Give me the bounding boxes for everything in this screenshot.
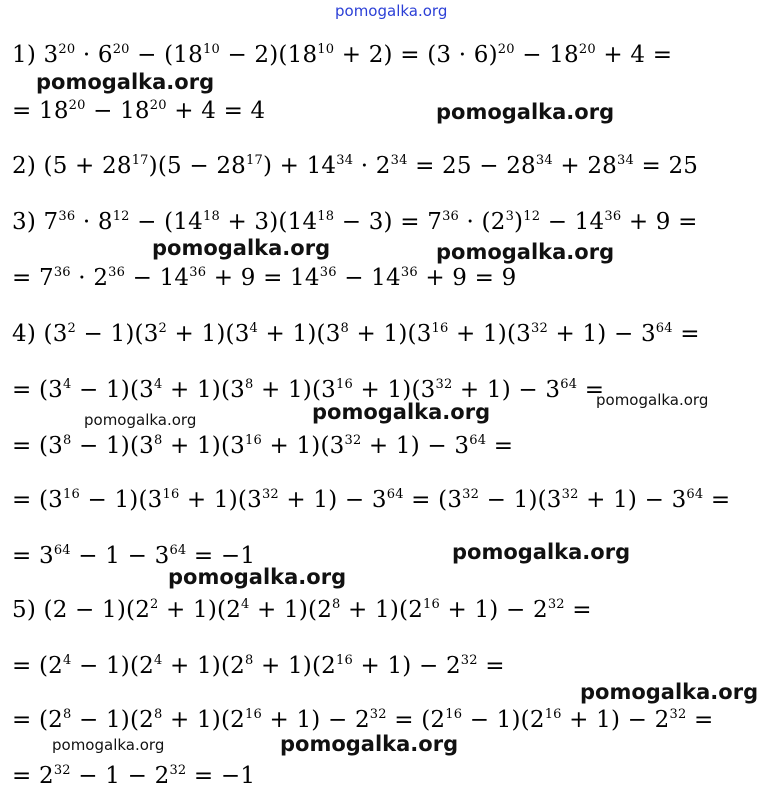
exponent: 36: [400, 265, 418, 280]
watermark: pomogalka.org: [36, 70, 215, 94]
exponent: 20: [497, 42, 515, 57]
exponent: 64: [169, 543, 187, 558]
expression-text: − 1)(3: [71, 377, 154, 403]
watermark: pomogalka.org: [84, 411, 197, 429]
expression-text: + 1)(2: [162, 707, 245, 733]
exponent: 4: [241, 597, 250, 612]
expression-text: · 8: [75, 209, 113, 235]
expression-text: + 1) − 2: [439, 597, 548, 623]
exponent: 20: [149, 98, 167, 113]
exponent: 34: [336, 153, 354, 168]
expression-text: 2) (5 + 28: [12, 153, 132, 179]
exponent: 32: [435, 377, 453, 392]
exponent: 34: [535, 153, 553, 168]
expression-text: + 1)(3: [258, 321, 341, 347]
expression-text: + 1) − 3: [361, 433, 470, 459]
exponent: 2: [67, 321, 77, 336]
expression-text: + 1)(2: [162, 653, 245, 679]
exponent: 18: [317, 209, 335, 224]
equation-line: [12, 152, 698, 180]
equation-line: [12, 264, 516, 292]
expression-text: + 3)(14: [219, 209, 318, 235]
expression-text: − 1)(2: [71, 707, 154, 733]
expression-text: + 1) − 2: [261, 707, 370, 733]
exponent: 8: [245, 653, 254, 668]
exponent: 32: [547, 597, 565, 612]
expression-text: =: [486, 433, 514, 459]
expression-text: − (14: [129, 209, 203, 235]
expression-text: = (2: [386, 707, 446, 733]
expression-text: − 1)(3: [479, 487, 562, 513]
expression-text: 3) 7: [12, 209, 59, 235]
exponent: 12: [523, 209, 541, 224]
expression-text: = (2: [12, 707, 63, 733]
exponent: 10: [317, 42, 335, 57]
expression-text: · 6: [75, 42, 113, 68]
expression-text: − 18: [85, 98, 150, 124]
exponent: 36: [53, 265, 71, 280]
expression-text: =: [686, 707, 714, 733]
exponent: 36: [189, 265, 207, 280]
expression-text: + 1) − 3: [278, 487, 387, 513]
exponent: 64: [469, 433, 487, 448]
equation-line: [12, 652, 505, 680]
expression-text: − 1)(2: [71, 653, 154, 679]
equation-line: [12, 432, 513, 460]
exponent: 10: [202, 42, 220, 57]
equation-line: [12, 376, 604, 404]
equation-line: [12, 762, 255, 790]
expression-text: + 1)(3: [162, 377, 245, 403]
expression-text: = 25 − 28: [407, 153, 536, 179]
expression-text: − 14: [336, 265, 401, 291]
exponent: 64: [686, 487, 704, 502]
expression-text: − 1 − 3: [70, 543, 170, 569]
exponent: 8: [154, 433, 163, 448]
exponent: 4: [63, 653, 72, 668]
expression-text: =: [703, 487, 731, 513]
expression-text: + 1)(3: [179, 487, 262, 513]
exponent: 32: [344, 433, 362, 448]
watermark: pomogalka.org: [280, 732, 459, 756]
expression-text: + 2) = (3 · 6): [334, 42, 498, 68]
exponent: 2: [150, 597, 159, 612]
exponent: 16: [245, 433, 262, 448]
exponent: 8: [63, 707, 72, 722]
expression-text: = −1: [186, 763, 256, 789]
exponent: 32: [561, 487, 579, 502]
exponent: 32: [261, 487, 279, 502]
expression-text: + 1)(2: [253, 653, 336, 679]
expression-text: + 4 = 4: [166, 98, 266, 124]
expression-text: + 1)(3: [253, 377, 336, 403]
exponent: 36: [442, 209, 460, 224]
exponent: 34: [617, 153, 634, 168]
exponent: 17: [245, 153, 263, 168]
equation-line: [12, 596, 592, 624]
equation-line: [12, 706, 713, 734]
expression-text: )(5 − 28: [148, 153, 246, 179]
exponent: 4: [249, 321, 259, 336]
exponent: 20: [58, 42, 76, 57]
expression-text: + 1) − 3: [547, 321, 656, 347]
expression-text: + 1) − 3: [452, 377, 561, 403]
expression-text: · (2: [459, 209, 506, 235]
equation-line: [12, 320, 700, 348]
exponent: 36: [319, 265, 337, 280]
expression-text: =: [577, 377, 605, 403]
exponent: 16: [423, 597, 440, 612]
expression-text: = 18: [12, 98, 69, 124]
exponent: 16: [445, 707, 463, 722]
equation-line: [12, 486, 730, 514]
exponent: 17: [131, 153, 149, 168]
exponent: 20: [578, 42, 596, 57]
exponent: 32: [53, 763, 71, 778]
expression-text: 1) 3: [12, 42, 59, 68]
exponent: 3: [505, 209, 515, 224]
exponent: 32: [669, 707, 687, 722]
exponent: 8: [340, 321, 350, 336]
watermark: pomogalka.org: [312, 400, 491, 424]
expression-text: = 25: [633, 153, 699, 179]
exponent: 32: [462, 487, 480, 502]
expression-text: = −1: [186, 543, 256, 569]
expression-text: + 4 =: [595, 42, 673, 68]
exponent: 36: [108, 265, 126, 280]
exponent: 8: [332, 597, 341, 612]
exponent: 2: [158, 321, 168, 336]
expression-text: + 1) − 2: [561, 707, 670, 733]
exponent: 4: [154, 653, 163, 668]
expression-text: + 9 =: [621, 209, 698, 235]
expression-text: = (3: [403, 487, 463, 513]
expression-text: + 1)(3: [448, 321, 531, 347]
expression-text: =: [477, 653, 505, 679]
expression-text: − 1)(3: [76, 321, 159, 347]
expression-text: + 28: [552, 153, 618, 179]
exponent: 64: [560, 377, 578, 392]
exponent: 4: [154, 377, 163, 392]
watermark: pomogalka.org: [52, 736, 165, 754]
watermark: pomogalka.org: [152, 236, 331, 260]
watermark: pomogalka.org: [168, 565, 347, 589]
exponent: 16: [245, 707, 262, 722]
watermark: pomogalka.org: [452, 540, 631, 564]
exponent: 64: [655, 321, 673, 336]
exponent: 20: [112, 42, 130, 57]
exponent: 8: [63, 433, 72, 448]
exponent: 32: [369, 707, 387, 722]
expression-text: − 14: [540, 209, 605, 235]
watermark: pomogalka.org: [436, 240, 615, 264]
exponent: 8: [245, 377, 254, 392]
expression-text: − (18: [129, 42, 203, 68]
exponent: 16: [544, 707, 562, 722]
exponent: 34: [390, 153, 408, 168]
expression-text: ) + 14: [262, 153, 337, 179]
expression-text: = 3: [12, 543, 54, 569]
expression-text: 4) (3: [12, 321, 68, 347]
watermark: pomogalka.org: [436, 100, 615, 124]
expression-text: + 1)(2: [158, 597, 242, 623]
expression-text: + 1)(3: [261, 433, 345, 459]
watermark: pomogalka.org: [580, 680, 759, 704]
expression-text: · 2: [70, 265, 109, 291]
expression-text: = (3: [12, 433, 63, 459]
expression-text: − 1 − 2: [70, 763, 170, 789]
equation-line: [12, 208, 698, 236]
expression-text: = (3: [12, 377, 63, 403]
exponent: 64: [53, 543, 71, 558]
expression-text: = (2: [12, 653, 63, 679]
exponent: 20: [68, 98, 86, 113]
expression-text: − 3) = 7: [334, 209, 443, 235]
expression-text: + 1)(3: [349, 321, 432, 347]
exponent: 16: [63, 487, 80, 502]
exponent: 36: [58, 209, 76, 224]
expression-text: − 18: [514, 42, 579, 68]
exponent: 4: [63, 377, 72, 392]
expression-text: = (3: [12, 487, 63, 513]
expression-text: − 2)(18: [219, 42, 318, 68]
expression-text: 5) (2 − 1)(2: [12, 597, 151, 623]
exponent: 16: [336, 377, 353, 392]
watermark: pomogalka.org: [596, 391, 709, 409]
expression-text: − 1)(2: [462, 707, 545, 733]
expression-text: + 1)(3: [352, 377, 436, 403]
equation-line: [12, 97, 265, 125]
expression-text: + 1) − 3: [578, 487, 687, 513]
expression-text: = 7: [12, 265, 54, 291]
exponent: 64: [386, 487, 404, 502]
exponent: 32: [531, 321, 548, 336]
exponent: 32: [169, 763, 187, 778]
exponent: 16: [431, 321, 449, 336]
expression-text: + 1)(2: [340, 597, 424, 623]
expression-text: =: [672, 321, 700, 347]
exponent: 36: [604, 209, 622, 224]
exponent: 32: [460, 653, 478, 668]
watermark-top: pomogalka.org: [335, 2, 448, 20]
exponent: 16: [336, 653, 353, 668]
exponent: 8: [154, 707, 163, 722]
expression-text: = 2: [12, 763, 54, 789]
expression-text: − 1)(3: [71, 433, 154, 459]
expression-text: =: [564, 597, 592, 623]
expression-text: ): [514, 209, 524, 235]
expression-text: + 1)(2: [249, 597, 333, 623]
expression-text: − 14: [125, 265, 190, 291]
expression-text: + 1)(3: [167, 321, 250, 347]
expression-text: + 1) − 2: [352, 653, 461, 679]
exponent: 16: [162, 487, 180, 502]
exponent: 12: [112, 209, 130, 224]
expression-text: · 2: [353, 153, 391, 179]
expression-text: + 9 = 9: [417, 265, 517, 291]
expression-text: − 1)(3: [79, 487, 163, 513]
equation-line: [12, 41, 672, 69]
exponent: 18: [202, 209, 220, 224]
expression-text: + 9 = 14: [206, 265, 320, 291]
expression-text: + 1)(3: [162, 433, 245, 459]
